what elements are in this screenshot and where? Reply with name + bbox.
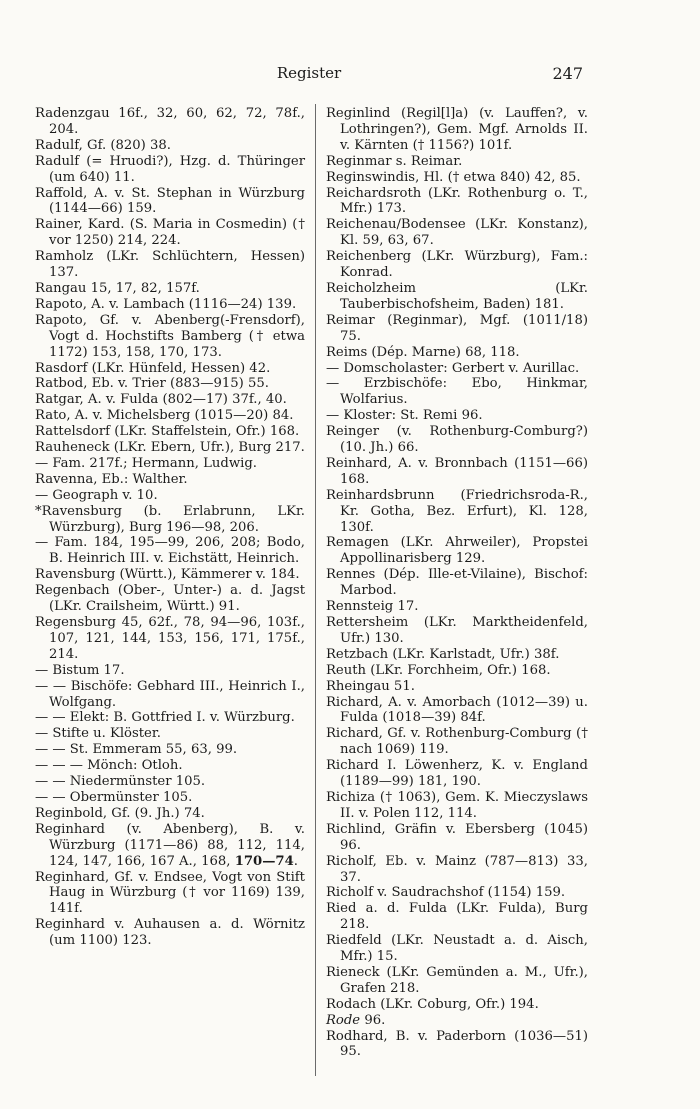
index-entry: Reinhardsbrunn (Friedrichsroda-R., Kr. Gotha, Bez. Erfurt), Kl. 128, 130f. xyxy=(326,487,588,535)
index-entry: Rainer, Kard. (S. Maria in Cosmedin) († vor 1250) 214, 224. xyxy=(35,217,305,249)
index-entry: Reuth (LKr. Forchheim, Ofr.) 168. xyxy=(326,662,551,678)
index-entry: Reginhard (v. Abenberg), B. v. Würzburg (1171—86) 88, 112, 114, 124, 147, 166, 167 A., 168, 170—74. xyxy=(35,821,305,869)
index-entry: Reinger (v. Rothenburg-Comburg?) (10. Jh.) 66. xyxy=(326,424,588,456)
index-entry: Reginswindis, Hl. († etwa 840) 42, 85. xyxy=(326,169,581,185)
index-entry: Reginbold, Gf. (9. Jh.) 74. xyxy=(35,805,205,821)
running-title: Register xyxy=(276,64,342,82)
index-entry: Ratgar, A. v. Fulda (802—17) 37f., 40. xyxy=(35,392,287,408)
page-number: 247 xyxy=(552,64,583,83)
index-entry: Retzbach (LKr. Karlstadt, Ufr.) 38f. xyxy=(326,646,560,662)
index-entry: Rato, A. v. Michelsberg (1015—20) 84. xyxy=(35,408,294,424)
index-entry: Ravensburg (Württ.), Kämmerer v. 184. xyxy=(35,567,300,583)
index-entry: — Domscholaster: Gerbert v. Aurillac. xyxy=(326,360,580,376)
index-entry: — Fam. 217f.; Hermann, Ludwig. xyxy=(35,455,257,471)
index-entry: Ratbod, Eb. v. Trier (883—915) 55. xyxy=(35,376,269,392)
index-entry: Rattelsdorf (LKr. Staffelstein, Ofr.) 168. xyxy=(35,424,300,440)
index-entry: Ramholz (LKr. Schlüchtern, Hessen) 137. xyxy=(35,249,305,281)
index-entry: Regenbach (Ober-, Unter-) a. d. Jagst (LKr. Crailsheim, Württ.) 91. xyxy=(35,583,305,615)
index-entry: — — Bischöfe: Gebhard III., Heinrich I., Wolfgang. xyxy=(35,678,305,710)
index-entry: Reichenau/Bodensee (LKr. Konstanz), Kl. 59, 63, 67. xyxy=(326,217,588,249)
index-entry: Rennsteig 17. xyxy=(326,599,419,615)
index-entry: Rapoto, Gf. v. Abenberg(-Frensdorf), Vogt d. Hochstifts Bamberg († etwa 1172) 153, 158, 170, 173. xyxy=(35,312,305,360)
index-entry: Reimar (Reginmar), Mgf. (1011/18) 75. xyxy=(326,312,588,344)
index-entry: Richolf v. Saudrachshof (1154) 159. xyxy=(326,885,566,901)
index-entry: — — Obermünster 105. xyxy=(35,789,193,805)
index-entry: Reichenberg (LKr. Würzburg), Fam.: Konrad. xyxy=(326,249,588,281)
index-entry: Rodach (LKr. Coburg, Ofr.) 194. xyxy=(326,996,539,1012)
index-entry: Rangau 15, 17, 82, 157f. xyxy=(35,280,200,296)
index-entry: Reims (Dép. Marne) 68, 118. xyxy=(326,344,520,360)
index-entry: Reicholzheim (LKr. Tauberbischofsheim, Baden) 181. xyxy=(326,280,588,312)
column-divider xyxy=(315,104,316,1076)
index-entry: Reinhard, A. v. Bronnbach (1151—66) 168. xyxy=(326,455,588,487)
index-entry: Reginhard, Gf. v. Endsee, Vogt von Stift Haug in Würzburg († vor 1169) 139, 141f. xyxy=(35,869,305,917)
index-entry: Richlind, Gräfin v. Ebersberg (1045) 96. xyxy=(326,821,588,853)
index-entry: Radenzgau 16f., 32, 60, 62, 72, 78f., 204. xyxy=(35,106,305,137)
index-entry: Richard I. Löwenherz, K. v. England (1189—99) 181, 190. xyxy=(326,758,588,790)
index-entry: Riedfeld (LKr. Neustadt a. d. Aisch, Mfr.) 15. xyxy=(326,933,588,965)
index-entry: Rode 96. xyxy=(326,1012,386,1028)
index-entry: Richolf, Eb. v. Mainz (787—813) 33, 37. xyxy=(326,853,588,885)
index-entry: Reginmar s. Reimar. xyxy=(326,153,463,169)
index-entry: Rettersheim (LKr. Marktheidenfeld, Ufr.) 130. xyxy=(326,615,588,646)
index-entry: Rasdorf (LKr. Hünfeld, Hessen) 42. xyxy=(35,360,271,376)
index-entry: *Ravensburg (b. Erlabrunn, LKr. Würzburg), Burg 196—98, 206. xyxy=(35,503,305,535)
index-entry: Reichardsroth (LKr. Rothenburg o. T., Mfr.) 173. xyxy=(326,185,588,217)
index-entry: Radulf, Gf. (820) 38. xyxy=(35,137,171,153)
index-entry: — Bistum 17. xyxy=(35,662,125,678)
index-entry: Regensburg 45, 62f., 78, 94—96, 103f., 107, 121, 144, 153, 156, 171, 175f., 214. xyxy=(35,615,305,662)
index-entry: Richard, Gf. v. Rothenburg-Comburg († nach 1069) 119. xyxy=(326,726,588,758)
index-entry: Rauheneck (LKr. Ebern, Ufr.), Burg 217. xyxy=(35,440,305,456)
index-entry: Rheingau 51. xyxy=(326,678,415,694)
index-entry: Rieneck (LKr. Gemünden a. M., Ufr.), Grafen 218. xyxy=(326,964,588,996)
index-entry: — Stifte u. Klöster. xyxy=(35,726,161,742)
index-entry: — Fam. 184, 195—99, 206, 208; Bodo, B. Heinrich III. v. Eichstätt, Heinrich. xyxy=(35,535,305,567)
index-entry: — Erzbischöfe: Ebo, Hinkmar, Wolfarius. xyxy=(326,376,588,408)
index-entry: Rapoto, A. v. Lambach (1116—24) 139. xyxy=(35,296,297,312)
index-entry: Richard, A. v. Amorbach (1012—39) u. Fulda (1018—39) 84f. xyxy=(326,694,588,726)
index-entry: Ried a. d. Fulda (LKr. Fulda), Burg 218. xyxy=(326,901,588,933)
index-entry: — Geograph v. 10. xyxy=(35,487,158,503)
index-column-left xyxy=(35,106,305,949)
index-entry: Rennes (Dép. Ille-et-Vilaine), Bischof: Marbod. xyxy=(326,567,588,599)
index-entry: Reginhard v. Auhausen a. d. Wörnitz (um 1100) 123. xyxy=(35,917,305,949)
index-entry: Radulf (= Hruodi?), Hzg. d. Thüringer (um 640) 11. xyxy=(35,153,305,185)
index-entry: — — St. Emmeram 55, 63, 99. xyxy=(35,742,238,758)
page-header xyxy=(35,64,583,88)
index-entry: Reginlind (Regil[l]a) (v. Lauffen?, v. Lothringen?), Gem. Mgf. Arnolds II. v. Kärnten († 1156?) 101f. xyxy=(326,106,588,153)
index-entry: — — Elekt: B. Gottfried I. v. Würzburg. xyxy=(35,710,295,726)
index-entry: — — Niedermünster 105. xyxy=(35,774,206,790)
index-entry: Remagen (LKr. Ahrweiler), Propstei Appollinarisberg 129. xyxy=(326,535,588,567)
index-entry: Rodhard, B. v. Paderborn (1036—51) 95. xyxy=(326,1028,588,1060)
index-entry: Ravenna, Eb.: Walther. xyxy=(35,471,188,487)
index-entry: Raffold, A. v. St. Stephan in Würzburg (1144—66) 159. xyxy=(35,185,305,217)
index-entry: — Kloster: St. Remi 96. xyxy=(326,408,483,424)
index-column-right xyxy=(326,106,588,1060)
index-entry: Richiza († 1063), Gem. K. Mieczyslaws II. v. Polen 112, 114. xyxy=(326,789,588,821)
index-entry: — — — Mönch: Otloh. xyxy=(35,758,183,774)
